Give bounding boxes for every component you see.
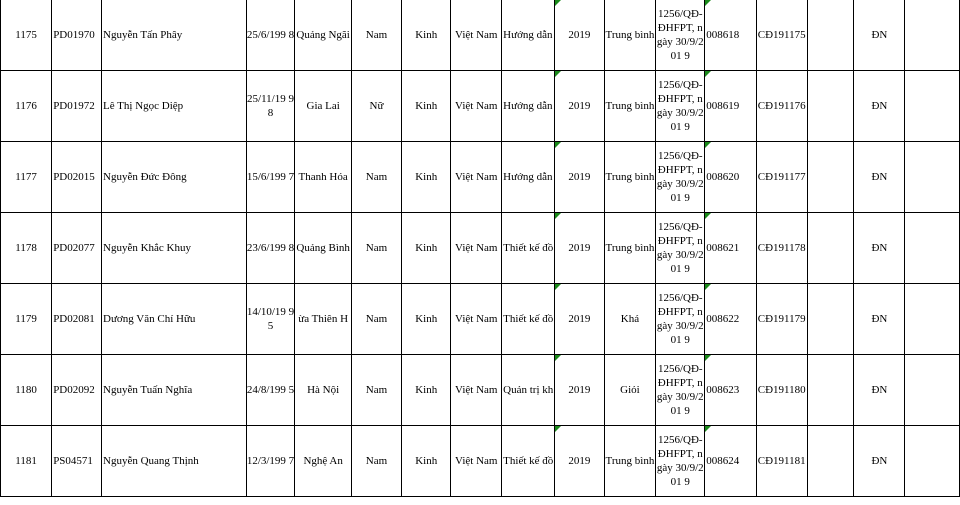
stt-cell[interactable]: 1177 bbox=[1, 142, 52, 213]
branch-cell[interactable]: ĐN bbox=[854, 71, 905, 142]
diploma-number-cell[interactable]: 008619 bbox=[705, 71, 757, 142]
graduation-year-cell[interactable]: 2019 bbox=[555, 0, 604, 71]
full-name-cell[interactable]: Nguyễn Quang Thịnh bbox=[102, 426, 247, 497]
diploma-number-cell[interactable]: 008621 bbox=[705, 213, 757, 284]
student-id-cell[interactable]: PD02081 bbox=[52, 284, 102, 355]
decision-cell[interactable]: 1256/QĐ-ĐHFPT, ngày 30/9/201 9 bbox=[656, 426, 705, 497]
stt-cell[interactable]: 1178 bbox=[1, 213, 52, 284]
register-number-cell[interactable]: CĐ191179 bbox=[756, 284, 807, 355]
birth-date-cell[interactable]: 25/11/19 98 bbox=[246, 71, 295, 142]
birth-date-cell[interactable]: 15/6/199 7 bbox=[246, 142, 295, 213]
diploma-number-cell[interactable]: 008623 bbox=[705, 355, 757, 426]
graduation-year-cell[interactable]: 2019 bbox=[555, 213, 604, 284]
ethnicity-cell[interactable]: Kinh bbox=[402, 142, 451, 213]
classification-cell[interactable]: Trung bình bbox=[604, 142, 656, 213]
register-number-cell[interactable]: CĐ191181 bbox=[756, 426, 807, 497]
major-cell[interactable]: Hướng dẫn bbox=[502, 0, 555, 71]
classification-cell[interactable]: Trung bình bbox=[604, 213, 656, 284]
student-id-cell[interactable]: PS04571 bbox=[52, 426, 102, 497]
register-number-cell[interactable]: CĐ191176 bbox=[756, 71, 807, 142]
gender-cell[interactable]: Nam bbox=[351, 426, 401, 497]
major-cell[interactable]: Thiết kế đồ bbox=[502, 426, 555, 497]
ethnicity-cell[interactable]: Kinh bbox=[402, 426, 451, 497]
diploma-number-cell[interactable]: 008624 bbox=[705, 426, 757, 497]
decision-cell[interactable]: 1256/QĐ-ĐHFPT, ngày 30/9/201 9 bbox=[656, 71, 705, 142]
decision-cell[interactable]: 1256/QĐ-ĐHFPT, ngày 30/9/201 9 bbox=[656, 213, 705, 284]
note-cell[interactable] bbox=[807, 71, 854, 142]
birth-place-cell[interactable]: Thanh Hóa bbox=[295, 142, 351, 213]
major-cell[interactable]: Hướng dẫn bbox=[502, 71, 555, 142]
decision-cell[interactable]: 1256/QĐ-ĐHFPT, ngày 30/9/201 9 bbox=[656, 284, 705, 355]
birth-place-cell[interactable]: Nghệ An bbox=[295, 426, 351, 497]
nationality-cell[interactable]: Việt Nam bbox=[451, 71, 502, 142]
classification-cell[interactable]: Trung bình bbox=[604, 426, 656, 497]
birth-place-cell[interactable]: Quảng Ngãi bbox=[295, 0, 351, 71]
note-cell[interactable] bbox=[807, 0, 854, 71]
major-cell[interactable]: Thiết kế đồ bbox=[502, 213, 555, 284]
graduation-year-cell[interactable]: 2019 bbox=[555, 355, 604, 426]
nationality-cell[interactable]: Việt Nam bbox=[451, 0, 502, 71]
full-name-cell[interactable]: Nguyễn Tuấn Nghĩa bbox=[102, 355, 247, 426]
gender-cell[interactable]: Nam bbox=[351, 284, 401, 355]
birth-date-cell[interactable]: 12/3/199 7 bbox=[246, 426, 295, 497]
nationality-cell[interactable]: Việt Nam bbox=[451, 355, 502, 426]
register-number-cell[interactable]: CĐ191178 bbox=[756, 213, 807, 284]
table-row bbox=[1, 142, 960, 213]
classification-cell[interactable]: Trung bình bbox=[604, 71, 656, 142]
ethnicity-cell[interactable]: Kinh bbox=[402, 0, 451, 71]
stt-cell[interactable]: 1179 bbox=[1, 284, 52, 355]
birth-place-cell[interactable]: Quảng Bình bbox=[295, 213, 351, 284]
ethnicity-cell[interactable]: Kinh bbox=[402, 355, 451, 426]
ethnicity-cell[interactable]: Kinh bbox=[402, 213, 451, 284]
register-number-cell[interactable]: CĐ191180 bbox=[756, 355, 807, 426]
note-cell[interactable] bbox=[807, 213, 854, 284]
decision-cell[interactable]: 1256/QĐ-ĐHFPT, ngày 30/9/201 9 bbox=[656, 0, 705, 71]
decision-cell[interactable]: 1256/QĐ-ĐHFPT, ngày 30/9/201 9 bbox=[656, 355, 705, 426]
table-row bbox=[1, 0, 960, 71]
classification-cell[interactable]: Giỏi bbox=[604, 355, 656, 426]
full-name-cell[interactable]: Dương Văn Chí Hữu bbox=[102, 284, 247, 355]
birth-date-cell[interactable]: 25/6/199 8 bbox=[246, 0, 295, 71]
ethnicity-cell[interactable]: Kinh bbox=[402, 284, 451, 355]
empty-cell[interactable] bbox=[905, 213, 960, 284]
major-cell[interactable]: Quản trị kh bbox=[502, 355, 555, 426]
empty-cell[interactable] bbox=[905, 284, 960, 355]
gender-cell[interactable]: Nữ bbox=[351, 71, 401, 142]
branch-cell[interactable]: ĐN bbox=[854, 426, 905, 497]
empty-cell[interactable] bbox=[905, 0, 960, 71]
diploma-number-cell[interactable]: 008618 bbox=[705, 0, 757, 71]
stt-cell[interactable]: 1175 bbox=[1, 0, 52, 71]
empty-cell[interactable] bbox=[905, 71, 960, 142]
student-id-cell[interactable]: PD02077 bbox=[52, 213, 102, 284]
birth-date-cell[interactable]: 14/10/19 95 bbox=[246, 284, 295, 355]
major-cell[interactable]: Hướng dẫn bbox=[502, 142, 555, 213]
graduation-year-cell[interactable]: 2019 bbox=[555, 142, 604, 213]
graduation-year-cell[interactable]: 2019 bbox=[555, 284, 604, 355]
decision-cell[interactable]: 1256/QĐ-ĐHFPT, ngày 30/9/201 9 bbox=[656, 142, 705, 213]
full-name-cell[interactable]: Nguyễn Khắc Khuy bbox=[102, 213, 247, 284]
diploma-number-cell[interactable]: 008622 bbox=[705, 284, 757, 355]
branch-cell[interactable]: ĐN bbox=[854, 284, 905, 355]
graduation-year-cell[interactable]: 2019 bbox=[555, 71, 604, 142]
classification-cell[interactable]: Khá bbox=[604, 284, 656, 355]
stt-cell[interactable]: 1181 bbox=[1, 426, 52, 497]
full-name-cell[interactable]: Nguyễn Tấn Phây bbox=[102, 0, 247, 71]
branch-cell[interactable]: ĐN bbox=[854, 142, 905, 213]
register-number-cell[interactable]: CĐ191177 bbox=[756, 142, 807, 213]
note-cell[interactable] bbox=[807, 426, 854, 497]
gender-cell[interactable]: Nam bbox=[351, 142, 401, 213]
note-cell[interactable] bbox=[807, 284, 854, 355]
stt-cell[interactable]: 1176 bbox=[1, 71, 52, 142]
nationality-cell[interactable]: Việt Nam bbox=[451, 213, 502, 284]
branch-cell[interactable]: ĐN bbox=[854, 355, 905, 426]
nationality-cell[interactable]: Việt Nam bbox=[451, 284, 502, 355]
birth-place-cell[interactable]: ừa Thiên H bbox=[295, 284, 351, 355]
empty-cell[interactable] bbox=[905, 355, 960, 426]
birth-place-cell[interactable]: Hà Nội bbox=[295, 355, 351, 426]
birth-date-cell[interactable]: 23/6/199 8 bbox=[246, 213, 295, 284]
gender-cell[interactable]: Nam bbox=[351, 213, 401, 284]
student-id-cell[interactable]: PD01972 bbox=[52, 71, 102, 142]
major-cell[interactable]: Thiết kế đồ bbox=[502, 284, 555, 355]
table-row bbox=[1, 284, 960, 355]
ethnicity-cell[interactable]: Kinh bbox=[402, 71, 451, 142]
full-name-cell[interactable]: Lê Thị Ngọc Diệp bbox=[102, 71, 247, 142]
full-name-cell[interactable]: Nguyễn Đức Đông bbox=[102, 142, 247, 213]
gender-cell[interactable]: Nam bbox=[351, 355, 401, 426]
graduation-year-cell[interactable]: 2019 bbox=[555, 426, 604, 497]
note-cell[interactable] bbox=[807, 142, 854, 213]
empty-cell[interactable] bbox=[905, 142, 960, 213]
student-id-cell[interactable]: PD01970 bbox=[52, 0, 102, 71]
nationality-cell[interactable]: Việt Nam bbox=[451, 426, 502, 497]
diploma-number-cell[interactable]: 008620 bbox=[705, 142, 757, 213]
nationality-cell[interactable]: Việt Nam bbox=[451, 142, 502, 213]
table-row bbox=[1, 213, 960, 284]
branch-cell[interactable]: ĐN bbox=[854, 213, 905, 284]
empty-cell[interactable] bbox=[905, 426, 960, 497]
register-number-cell[interactable]: CĐ191175 bbox=[756, 0, 807, 71]
branch-cell[interactable]: ĐN bbox=[854, 0, 905, 71]
table-row bbox=[1, 71, 960, 142]
student-id-cell[interactable]: PD02092 bbox=[52, 355, 102, 426]
table-row bbox=[1, 426, 960, 497]
student-id-cell[interactable]: PD02015 bbox=[52, 142, 102, 213]
classification-cell[interactable]: Trung bình bbox=[604, 0, 656, 71]
birth-date-cell[interactable]: 24/8/199 5 bbox=[246, 355, 295, 426]
birth-place-cell[interactable]: Gia Lai bbox=[295, 71, 351, 142]
stt-cell[interactable]: 1180 bbox=[1, 355, 52, 426]
gender-cell[interactable]: Nam bbox=[351, 0, 401, 71]
table-row bbox=[1, 355, 960, 426]
note-cell[interactable] bbox=[807, 355, 854, 426]
